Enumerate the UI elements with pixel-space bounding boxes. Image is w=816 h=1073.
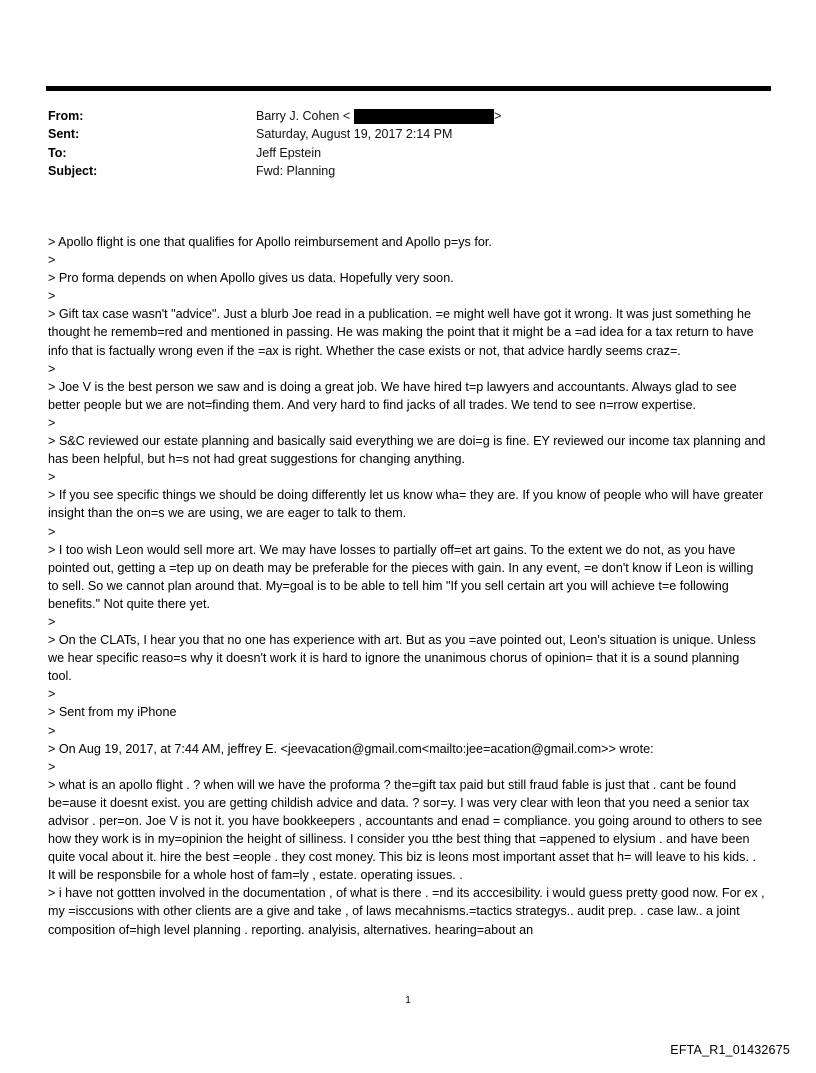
body-paragraph: > i have not gottten involved in the documentation , of what is there . =nd its acccesibility. i would guess pretty good now. For ex , my =isccusions with other clients are a give and take , of laws mecahnisms.=tactics strategys.. audit prep. . case law.. a joint composition of=high level planning . reporting. analyisis, alternatives. hearing=about an <box>48 886 765 937</box>
email-header <box>48 107 768 180</box>
body-paragraph: > Pro forma depends on when Apollo gives us data. Hopefully very soon. <box>48 271 454 286</box>
to-label: To: <box>48 145 67 160</box>
quote-marker: > <box>48 524 56 539</box>
body-paragraph: > Joe V is the best person we saw and is doing a great job. We have hired t=p lawyers and accountants. Always glad to see better people but we are not=finding them. And very hard to find jacks of all trades. We tend to see n=rrow expertise. <box>48 379 737 412</box>
body-paragraph: > what is an apollo flight . ? when will we have the proforma ? the=gift tax paid but still fraud fable is just that . cant be found be=ause it doesnt exist. you are getting childish advice and data. ? sor=y. I was very clear with leon that you need a senior tax advisor . per=on. Joe V is not it. you have bookkeepers , accountants and enad = compliance. you going around to others to see how they work is in my=opinion the height of silliness. I consider you tthe best thing that =appened to elysium . and have been quite vocal about it. hire the best =eople . they cost money. This biz is leons most important asset that h= will leave to his kids. . It will be responsbile for a whole host of fam=ly , estate. operating issues. . <box>48 777 763 883</box>
sent-label: Sent: <box>48 127 80 142</box>
body-paragraph: > I too wish Leon would sell more art. We may have losses to partially off=et art gains. To the extent we do not, as you have pointed out, getting a =tep up on death may be preferable for the pieces with gain. In any event, =e don't know if Leon is willing to sell. So we cannot plan around that. My=goal is to be able to tell him "If you sell certain art you will achieve t=e following benefits." Not quite there yet. <box>48 542 754 611</box>
sent-row <box>48 125 768 143</box>
quote-marker: > <box>48 687 56 702</box>
quote-marker: > <box>48 759 56 774</box>
quote-marker: > <box>48 614 56 629</box>
quote-marker: > <box>48 289 56 304</box>
body-paragraph: > Gift tax case wasn't "advice". Just a blurb Joe read in a publication. =e might well have got it wrong. It was just something he thought he rememb=red and mentioned in passing. He was making the point that it might be a =ad idea for a tax return to have info that is factually wrong even if the =ax is right. Whether the case exists or not, that advice hardly seems craz=. <box>48 307 754 358</box>
document-id: EFTA_R1_01432675 <box>670 1043 790 1057</box>
quote-marker: > <box>48 470 56 485</box>
from-bracket-close: > <box>494 109 502 124</box>
quote-marker: > <box>48 723 56 738</box>
body-paragraph: > Apollo flight is one that qualifies for Apollo reimbursement and Apollo p=ys for. <box>48 235 492 249</box>
quote-marker: > <box>48 361 56 376</box>
to-row <box>48 144 768 162</box>
email-body <box>48 233 766 939</box>
header-rule <box>46 86 771 91</box>
to-value: Jeff Epstein <box>256 145 322 160</box>
subject-value: Fwd: Planning <box>256 164 336 179</box>
from-value: Barry J. Cohen <box>256 109 340 124</box>
subject-label: Subject: <box>48 164 98 179</box>
sent-value: Saturday, August 19, 2017 2:14 PM <box>256 127 453 142</box>
body-paragraph: > S&C reviewed our estate planning and basically said everything we are doi=g is fine. EY reviewed our income tax planning and has been helpful, but h=s not had great suggestions for changing anything. <box>48 434 766 467</box>
page-number: 1 <box>405 995 411 1006</box>
body-paragraph: > If you see specific things we should be doing differently let us know wha= they are. If you know of people who will have greater insight than the on=s we are using, we are eager to talk to them. <box>48 488 764 521</box>
from-bracket-open: < <box>342 109 351 124</box>
quote-marker: > <box>48 415 56 430</box>
body-paragraph: > Sent from my iPhone <box>48 705 177 720</box>
body-paragraph: > On Aug 19, 2017, at 7:44 AM, jeffrey E. <jeevacation@gmail.com<mailto:jee=acation@gmail.com>> wrote: <box>48 741 654 756</box>
body-paragraph: > On the CLATs, I hear you that no one has experience with art. But as you =ave pointed out, Leon's situation is unique. Unless we hear specific reaso=s why it doesn't work it is hard to ignore the unanimous chorus of opinion= that it is a sound planning tool. <box>48 633 756 684</box>
from-row <box>48 107 768 125</box>
redaction-bar <box>354 109 494 124</box>
from-label: From: <box>48 109 84 124</box>
quote-marker: > <box>48 253 56 268</box>
subject-row <box>48 162 768 180</box>
